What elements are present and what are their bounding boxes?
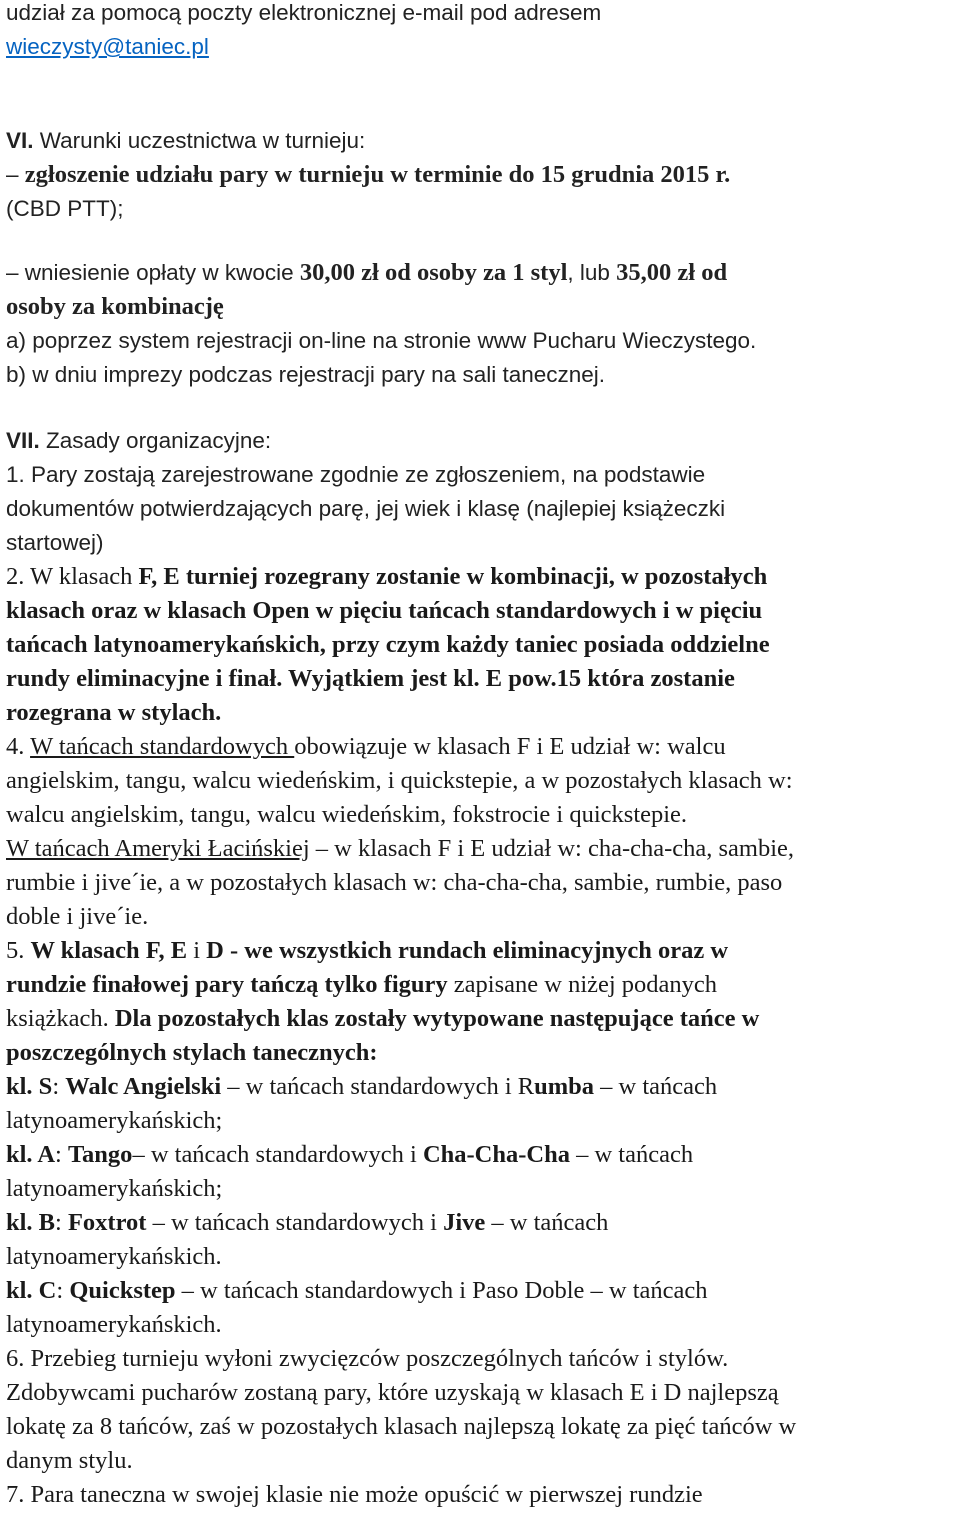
text-line	[6, 1206, 958, 1239]
text-segment: Zasady organizacyjne:	[39, 428, 272, 453]
text-line	[6, 628, 958, 661]
text-segment: Tango	[67, 1141, 133, 1168]
text-segment: zgłoszenie udziału pary w turnieju w terminie do 15 grudnia 2015 r.	[24, 161, 731, 188]
text-segment: Cha-Cha-Cha	[422, 1141, 570, 1168]
text-line	[6, 900, 958, 933]
text-segment: 30,00 zł od osoby za 1 styl	[299, 259, 568, 286]
text-segment: , lub	[567, 260, 617, 285]
text-line	[6, 1444, 958, 1477]
text-line	[6, 866, 958, 899]
text-segment: osoby za kombinację	[6, 293, 224, 320]
text-segment: – w tańcach	[485, 1209, 609, 1236]
text-segment: startowej)	[6, 530, 104, 555]
text-segment: angielskim, tangu, walcu wiedeńskim, i quickstepie, a w pozostałych klasach w:	[6, 767, 793, 794]
text-segment: F, E turniej rozegrany zostanie w kombinacji, w pozostałych	[138, 563, 768, 590]
text-segment: – w tańcach standardowych i	[146, 1209, 444, 1236]
text-line	[6, 968, 958, 1001]
text-segment: kl. S	[6, 1073, 53, 1100]
text-segment: W klasach F, E	[30, 937, 194, 964]
text-segment: Quickstep	[69, 1277, 176, 1304]
text-line	[6, 1478, 958, 1511]
text-line	[6, 764, 958, 797]
text-line	[6, 594, 958, 627]
text-segment: latynoamerykańskich.	[6, 1243, 222, 1270]
text-segment: latynoamerykańskich;	[6, 1175, 223, 1202]
text-segment: lokatę za 8 tańców, zaś w pozostałych klasach najlepszą lokatę za pięć tańców w	[6, 1413, 797, 1440]
text-segment: W tańcach Ameryki Łacińskiej	[6, 835, 310, 862]
text-segment: rumbie i jive´ie, a w pozostałych klasach w: cha-cha-cha, sambie, rumbie, paso	[6, 869, 783, 896]
text-line	[6, 424, 958, 457]
text-line	[6, 1172, 958, 1205]
text-line	[6, 1070, 958, 1103]
text-segment: Dla pozostałych klas zostały wytypowane następujące tańce w	[114, 1005, 760, 1032]
text-line	[6, 1376, 958, 1409]
text-segment: :	[56, 1277, 70, 1304]
text-segment: Warunki uczestnictwa w turnieju:	[33, 128, 366, 153]
text-segment: :	[52, 1073, 66, 1100]
text-segment: 7. Para taneczna w swojej klasie nie może opuścić w pierwszej rundzie	[6, 1481, 703, 1508]
text-segment: tańcach latynoamerykańskich, przy czym każdy taniec posiada oddzielne	[6, 631, 770, 658]
text-line	[6, 256, 958, 289]
text-segment: udział za pomocą poczty elektronicznej e-mail pod adresem	[6, 0, 602, 25]
text-segment: książkach.	[6, 1005, 115, 1032]
text-line	[6, 832, 958, 865]
text-line	[6, 1002, 958, 1035]
text-segment: 6. Przebieg turnieju wyłoni zwycięzców poszczególnych tańców i stylów.	[6, 1345, 729, 1372]
text-segment: kl. B	[6, 1209, 56, 1236]
text-line	[6, 730, 958, 763]
text-segment: Walc Angielski	[65, 1073, 222, 1100]
text-line	[6, 0, 958, 29]
text-line	[6, 1104, 958, 1137]
text-segment: – w tańcach standardowych i Paso Doble – w tańcach	[175, 1277, 708, 1304]
text-segment: Zdobywcami pucharów zostaną pary, które uzyskają w klasach E i D najlepszą	[6, 1379, 779, 1406]
text-segment: –	[6, 162, 25, 187]
text-line	[6, 1036, 958, 1069]
text-segment: b) w dniu imprezy podczas rejestracji pary na sali tanecznej.	[6, 362, 606, 387]
text-line	[6, 560, 958, 593]
text-segment: kl. C	[6, 1277, 57, 1304]
text-line	[6, 1240, 958, 1273]
text-segment: doble i jive´ie.	[6, 903, 149, 930]
text-segment: poszczególnych stylach tanecznych:	[6, 1039, 378, 1066]
text-line	[6, 1274, 958, 1307]
text-segment: – w tańcach	[569, 1141, 694, 1168]
text-segment: :	[55, 1141, 68, 1168]
text-segment: 1. Pary zostają zarejestrowane zgodnie ze zgłoszeniem, na podstawie	[6, 462, 706, 487]
text-segment: W tańcach standardowych	[30, 733, 295, 760]
text-line	[6, 934, 958, 967]
text-line	[6, 526, 958, 559]
text-segment: rundy eliminacyjne i finał. Wyjątkiem jest kl. E pow.15 która zostanie	[6, 665, 735, 692]
text-segment: Jive	[443, 1209, 486, 1236]
text-line	[6, 1410, 958, 1443]
text-segment: – w tańcach	[594, 1073, 718, 1100]
text-segment: walcu angielskim, tangu, walcu wiedeńskim, fokstrocie i quickstepie.	[6, 801, 688, 828]
text-segment: – wniesienie opłaty w kwocie	[6, 260, 300, 285]
text-segment: rozegrana w stylach.	[6, 699, 222, 726]
text-segment: obowiązuje w klasach F i E udział w: walcu	[294, 733, 726, 760]
text-line	[6, 492, 958, 525]
text-segment: VII.	[6, 428, 40, 453]
text-segment: a) poprzez system rejestracji on-line na stronie www Pucharu Wieczystego.	[6, 328, 757, 353]
text-segment: – w klasach F i E udział w: cha-cha-cha, sambie,	[309, 835, 795, 862]
text-segment: – w tańcach standardowych i R	[221, 1073, 535, 1100]
text-segment: kl. A	[6, 1141, 56, 1168]
text-segment: 2. W klasach	[6, 563, 139, 590]
text-segment: danym stylu.	[6, 1447, 133, 1474]
text-line	[6, 358, 958, 391]
text-segment: i	[193, 937, 207, 964]
text-segment: 5.	[6, 937, 31, 964]
text-segment: – w tańcach standardowych i	[132, 1141, 423, 1168]
text-line	[6, 1342, 958, 1375]
text-segment: Foxtrot	[67, 1209, 147, 1236]
text-line	[6, 30, 958, 63]
text-line	[6, 192, 958, 225]
text-line	[6, 1308, 958, 1341]
text-segment: umba	[534, 1073, 595, 1100]
text-segment: dokumentów potwierdzających parę, jej wiek i klasę (najlepiej książeczki	[6, 496, 726, 521]
email-link[interactable]: wieczysty@taniec.pl	[6, 34, 209, 59]
text-segment: klasach oraz w klasach Open w pięciu tańcach standardowych i w pięciu	[6, 597, 763, 624]
text-segment: 4.	[6, 733, 31, 760]
text-segment: (CBD PTT);	[6, 196, 124, 221]
text-line	[6, 458, 958, 491]
text-line	[6, 124, 958, 157]
text-segment: :	[55, 1209, 68, 1236]
text-segment: latynoamerykańskich.	[6, 1311, 222, 1338]
text-line	[6, 662, 958, 695]
text-segment: D - we wszystkich rundach eliminacyjnych oraz w	[206, 937, 729, 964]
text-line	[6, 798, 958, 831]
text-segment: VI.	[6, 128, 34, 153]
text-segment: latynoamerykańskich;	[6, 1107, 223, 1134]
text-line	[6, 290, 958, 323]
text-line	[6, 324, 958, 357]
text-segment: zapisane w niżej podanych	[447, 971, 718, 998]
text-line	[6, 1138, 958, 1171]
text-line	[6, 696, 958, 729]
text-segment: 35,00 zł od	[616, 259, 728, 286]
text-line	[6, 158, 958, 191]
text-segment: rundzie finałowej pary tańczą tylko figury	[6, 971, 448, 998]
